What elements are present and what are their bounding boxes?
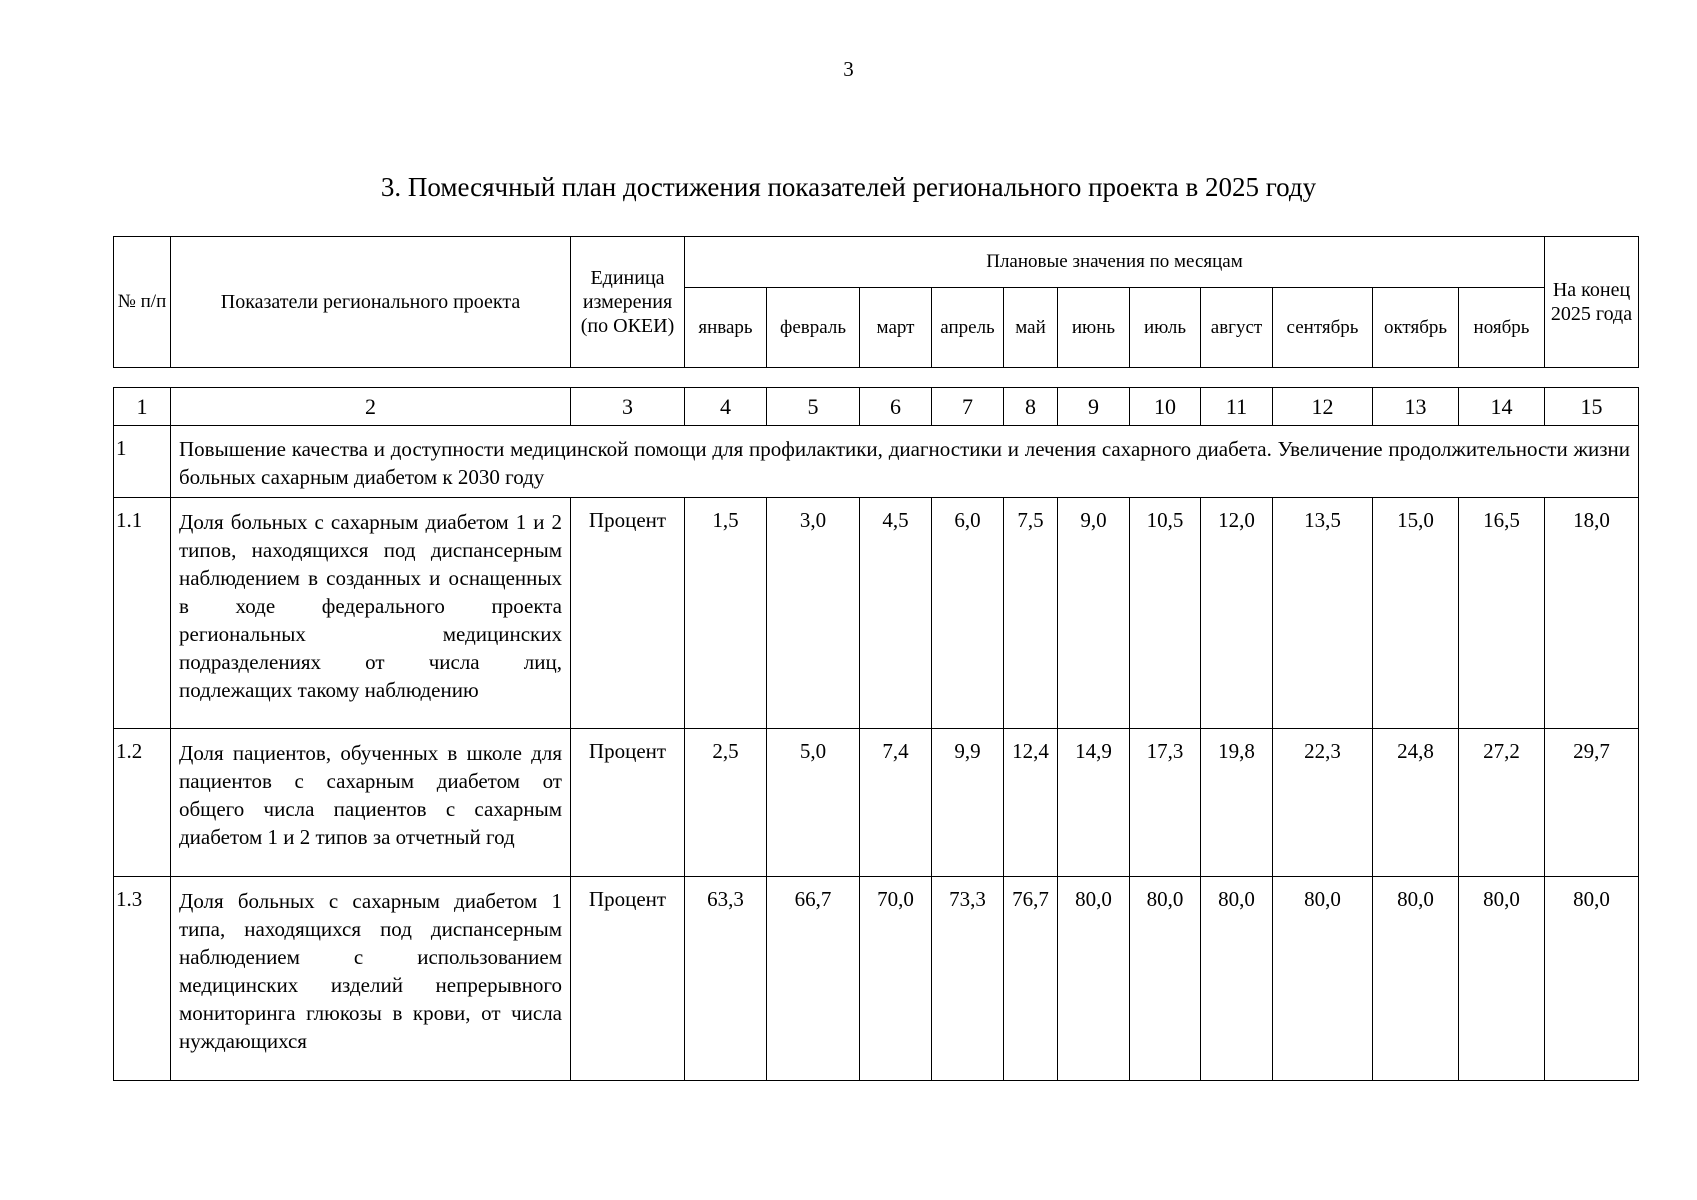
- value-cell: 9,0: [1058, 498, 1130, 729]
- value-cell: 19,8: [1201, 729, 1273, 877]
- indicator-unit: Процент: [571, 498, 685, 729]
- value-cell: 10,5: [1130, 498, 1201, 729]
- indicator-unit: Процент: [571, 877, 685, 1081]
- value-cell: 24,8: [1373, 729, 1459, 877]
- column-number: 14: [1459, 388, 1545, 426]
- table-row: [114, 877, 1639, 1081]
- value-cell: 27,2: [1459, 729, 1545, 877]
- column-number: 7: [932, 388, 1004, 426]
- indicator-name: Доля больных с сахарным диабетом 1 и 2 типов, находящихся под диспансерным наблюдением в созданных и оснащенных в ходе федерального проекта региональных медицинских подразделениях от числа лиц, подлежащих такому наблюдению: [171, 498, 571, 729]
- header-month: октябрь: [1373, 288, 1459, 368]
- header-month: апрель: [932, 288, 1004, 368]
- row-number: 1.3: [114, 877, 171, 1081]
- value-cell: 80,0: [1130, 877, 1201, 1081]
- value-cell: 80,0: [1058, 877, 1130, 1081]
- value-cell: 14,9: [1058, 729, 1130, 877]
- indicator-unit: Процент: [571, 729, 685, 877]
- value-cell: 4,5: [860, 498, 932, 729]
- row-number: 1.2: [114, 729, 171, 877]
- header-month: март: [860, 288, 932, 368]
- value-cell: 12,4: [1004, 729, 1058, 877]
- header-month: июль: [1130, 288, 1201, 368]
- header-indicator: Показатели регионального проекта: [171, 237, 571, 368]
- column-number: 11: [1201, 388, 1273, 426]
- indicator-name: Доля пациентов, обученных в школе для пациентов с сахарным диабетом от общего числа пациентов с сахарным диабетом 1 и 2 типов за отчетный год: [171, 729, 571, 877]
- data-table: [113, 387, 1639, 1081]
- column-number: 13: [1373, 388, 1459, 426]
- header-month: ноябрь: [1459, 288, 1545, 368]
- value-cell: 80,0: [1459, 877, 1545, 1081]
- value-cell: 63,3: [685, 877, 767, 1081]
- column-number-row: [114, 388, 1639, 426]
- value-cell: 2,5: [685, 729, 767, 877]
- document-title: 3. Помесячный план достижения показателей регионального проекта в 2025 году: [380, 172, 1317, 202]
- column-number: 1: [114, 388, 171, 426]
- value-cell: 7,4: [860, 729, 932, 877]
- header-monthly: Плановые значения по месяцам: [685, 237, 1545, 288]
- value-cell: 3,0: [767, 498, 860, 729]
- header-table: [113, 236, 1639, 368]
- value-cell-end-of-year: 80,0: [1545, 877, 1639, 1081]
- column-number: 6: [860, 388, 932, 426]
- header-unit: Единица измерения (по ОКЕИ): [571, 237, 685, 368]
- value-cell: 80,0: [1273, 877, 1373, 1081]
- indicator-name: Доля больных с сахарным диабетом 1 типа, находящихся под диспансерным наблюдением с использованием медицинских изделий непрерывного мониторинга глюкозы в крови, от числа нуждающихся: [171, 877, 571, 1081]
- header-month: февраль: [767, 288, 860, 368]
- value-cell: 7,5: [1004, 498, 1058, 729]
- value-cell: 73,3: [932, 877, 1004, 1081]
- header-month: июнь: [1058, 288, 1130, 368]
- value-cell: 16,5: [1459, 498, 1545, 729]
- value-cell: 1,5: [685, 498, 767, 729]
- header-month: май: [1004, 288, 1058, 368]
- value-cell: 76,7: [1004, 877, 1058, 1081]
- column-number: 9: [1058, 388, 1130, 426]
- value-cell: 17,3: [1130, 729, 1201, 877]
- header-end-of-year: На конец 2025 года: [1545, 237, 1639, 368]
- row-number: 1.1: [114, 498, 171, 729]
- section-title: Повышение качества и доступности медицинской помощи для профилактики, диагностики и лечения сахарного диабета. Увеличение продолжительности жизни больных сахарным диабетом к 2030 году: [171, 426, 1639, 498]
- value-cell: 12,0: [1201, 498, 1273, 729]
- value-cell-end-of-year: 29,7: [1545, 729, 1639, 877]
- section-row: [114, 426, 1639, 498]
- table-row: [114, 729, 1639, 877]
- value-cell: 80,0: [1373, 877, 1459, 1081]
- column-number: 10: [1130, 388, 1201, 426]
- value-cell: 5,0: [767, 729, 860, 877]
- section-number: 1: [114, 426, 171, 498]
- value-cell: 66,7: [767, 877, 860, 1081]
- column-number: 3: [571, 388, 685, 426]
- header-month: август: [1201, 288, 1273, 368]
- column-number: 4: [685, 388, 767, 426]
- page-number: 3: [843, 57, 854, 81]
- column-number: 12: [1273, 388, 1373, 426]
- value-cell: 80,0: [1201, 877, 1273, 1081]
- column-number: 15: [1545, 388, 1639, 426]
- table-row: [114, 498, 1639, 729]
- value-cell-end-of-year: 18,0: [1545, 498, 1639, 729]
- value-cell: 6,0: [932, 498, 1004, 729]
- value-cell: 9,9: [932, 729, 1004, 877]
- value-cell: 15,0: [1373, 498, 1459, 729]
- column-number: 2: [171, 388, 571, 426]
- header-num: № п/п: [114, 237, 171, 368]
- header-month: сентябрь: [1273, 288, 1373, 368]
- column-number: 5: [767, 388, 860, 426]
- value-cell: 13,5: [1273, 498, 1373, 729]
- header-month: январь: [685, 288, 767, 368]
- column-number: 8: [1004, 388, 1058, 426]
- value-cell: 22,3: [1273, 729, 1373, 877]
- value-cell: 70,0: [860, 877, 932, 1081]
